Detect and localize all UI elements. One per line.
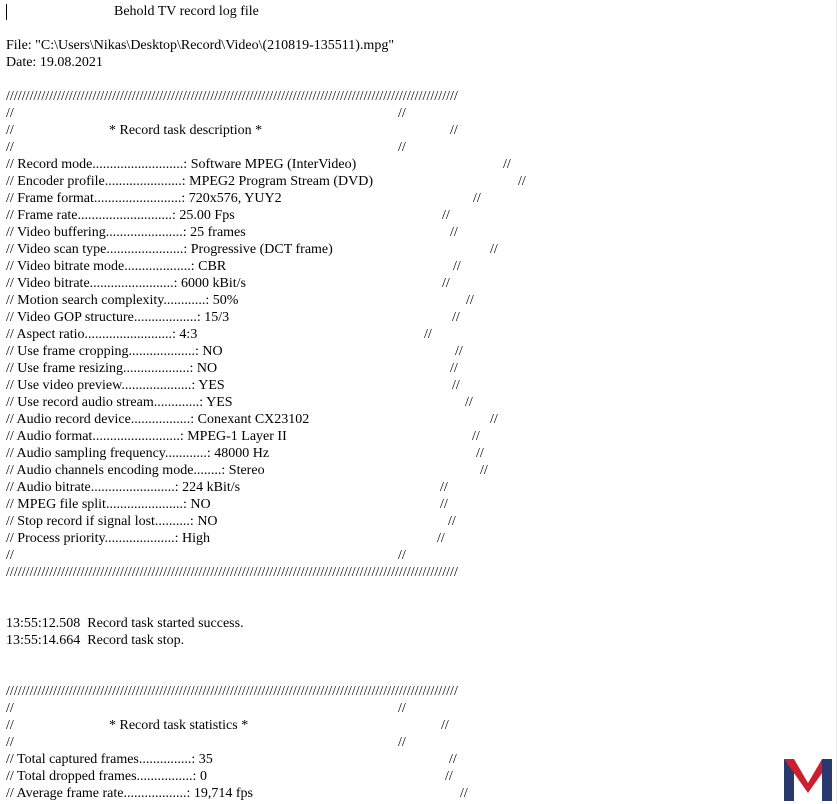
comment-right: // — [466, 293, 474, 308]
comment-right: // — [465, 395, 473, 410]
event-line: 13:55:12.508 Record task started success. — [6, 616, 244, 631]
setting-line: // Frame format.........................: 720x576, YUY2 — [6, 191, 282, 206]
text-cursor — [6, 4, 7, 20]
setting-line: // Frame rate...........................: 25.00 Fps — [6, 208, 235, 223]
comment-right: // — [460, 786, 468, 801]
setting-line: // MPEG file split......................: NO — [6, 497, 211, 512]
setting-line: // Record mode..........................: Software MPEG (InterVideo) — [6, 157, 357, 172]
comment-right: // — [452, 378, 460, 393]
comment-left: // — [6, 123, 14, 138]
comment-right: // — [398, 140, 406, 155]
comment-right: // — [398, 548, 406, 563]
comment-right: // — [440, 497, 448, 512]
comment-right: // — [503, 157, 511, 172]
comment-right: // — [472, 429, 480, 444]
setting-line: // Stop record if signal lost..........: NO — [6, 514, 218, 529]
comment-left: // — [6, 718, 14, 733]
log-title: Behold TV record log file — [114, 4, 259, 19]
setting-line: // Aspect ratio.........................: 4:3 — [6, 327, 198, 342]
file-path-line: File: "C:\Users\Nikas\Desktop\Record\Video\(210819-135511).mpg" — [6, 38, 395, 53]
setting-line: // Use frame cropping...................: NO — [6, 344, 223, 359]
setting-line: // Use frame resizing...................: NO — [6, 361, 218, 376]
setting-line: // Use video preview....................: YES — [6, 378, 225, 393]
comment-right: // — [448, 514, 456, 529]
comment-right: // — [449, 752, 457, 767]
comment-left: // — [6, 140, 14, 155]
setting-line: // Use record audio stream.............: YES — [6, 395, 233, 410]
event-line: 13:55:14.664 Record task stop. — [6, 633, 185, 648]
setting-line: // Motion search complexity............: 50% — [6, 293, 239, 308]
comment-right: // — [442, 276, 450, 291]
setting-line: // Video buffering......................: 25 frames — [6, 225, 246, 240]
setting-line: // Video scan type......................: Progressive (DCT frame) — [6, 242, 333, 257]
comment-right: // — [452, 310, 460, 325]
statistics-header: * Record task statistics * — [109, 718, 249, 733]
comment-right: // — [455, 344, 463, 359]
statistic-line: // Total dropped frames................: 0 — [6, 769, 207, 784]
description-header: * Record task description * — [109, 123, 263, 138]
comment-right: // — [398, 735, 406, 750]
setting-line: // Audio format.........................: MPEG-1 Layer II — [6, 429, 287, 444]
comment-right: // — [450, 225, 458, 240]
comment-right: // — [441, 718, 449, 733]
comment-right: // — [490, 412, 498, 427]
comment-right: // — [424, 327, 432, 342]
comment-right: // — [398, 106, 406, 121]
date-line: Date: 19.08.2021 — [6, 55, 103, 70]
comment-right: // — [453, 259, 461, 274]
comment-right: // — [480, 463, 488, 478]
setting-line: // Encoder profile......................: MPEG2 Program Stream (DVD) — [6, 174, 374, 189]
comment-right: // — [476, 446, 484, 461]
setting-line: // Process priority....................: High — [6, 531, 211, 546]
setting-line: // Audio channels encoding mode........: Stereo — [6, 463, 265, 478]
comment-left: // — [6, 735, 14, 750]
comment-left: // — [6, 548, 14, 563]
comment-right: // — [518, 174, 526, 189]
statistic-line: // Average frame rate..................: 19,714 fps — [6, 786, 254, 801]
comment-right: // — [450, 361, 458, 376]
setting-line: // Video bitrate........................: 6000 kBit/s — [6, 276, 247, 291]
comment-right: // — [437, 531, 445, 546]
separator-line: /////////////////////////////////////////////////////////////////////////////////////////////////////////////////// — [6, 565, 458, 580]
setting-line: // Audio bitrate........................: 224 kBit/s — [6, 480, 241, 495]
setting-line: // Audio sampling frequency............: 48000 Hz — [6, 446, 270, 461]
comment-right: // — [473, 191, 481, 206]
m-logo-icon — [784, 757, 832, 801]
setting-line: // Audio record device.................: Conexant CX23102 — [6, 412, 310, 427]
comment-right: // — [442, 208, 450, 223]
separator-line: /////////////////////////////////////////////////////////////////////////////////////////////////////////////////// — [6, 89, 458, 104]
comment-left: // — [6, 106, 14, 121]
comment-left: // — [6, 701, 14, 716]
separator-line: /////////////////////////////////////////////////////////////////////////////////////////////////////////////////// — [6, 684, 458, 699]
comment-right: // — [450, 123, 458, 138]
statistic-line: // Total captured frames...............: 35 — [6, 752, 213, 767]
comment-right: // — [490, 242, 498, 257]
setting-line: // Video GOP structure..................: 15/3 — [6, 310, 230, 325]
comment-right: // — [440, 480, 448, 495]
comment-right: // — [398, 701, 406, 716]
setting-line: // Video bitrate mode...................: CBR — [6, 259, 227, 274]
comment-right: // — [445, 769, 453, 784]
